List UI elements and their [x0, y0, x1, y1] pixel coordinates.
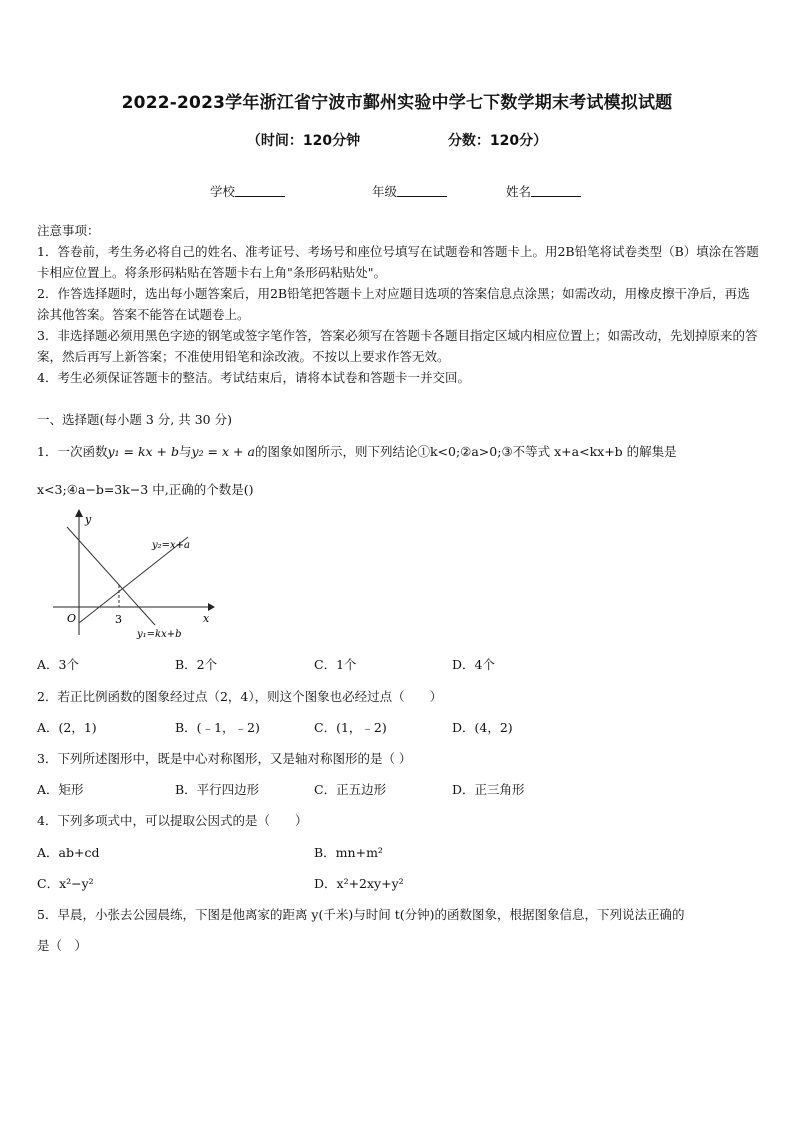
- question-1-line-2: x<3;④a−b=3k−3 中,正确的个数是(): [37, 482, 254, 497]
- line-y2-label: y₂=x+a: [152, 540, 191, 551]
- name-field: [506, 182, 581, 200]
- name-label: 姓名: [506, 184, 532, 199]
- section-heading: 一、选择题(每小题 3 分, 共 30 分): [37, 412, 232, 427]
- q3-option-d[interactable]: D．正三角形: [452, 782, 525, 797]
- question-5-line-1: 5．早晨，小张去公园晨练，下图是他离家的距离 y(千米)与时间 t(分钟)的函数图象，根据图象信息，下列说法正确的: [37, 907, 685, 922]
- origin-label: O: [67, 612, 77, 625]
- grade-field: [372, 182, 447, 200]
- notice-item: 1．答卷前，考生务必将自己的姓名、准考证号、考场号和座位号填写在试题卷和答题卡上。用2B铅笔将试卷类型（B）填涂在答题卡相应位置上。将条形码粘贴在答题卡右上角"条形码粘贴处"。: [37, 244, 759, 280]
- q2-option-c[interactable]: C．(1，﹣2): [314, 720, 387, 735]
- q2-option-d[interactable]: D．(4，2): [452, 720, 513, 735]
- school-label: 学校: [210, 184, 236, 199]
- equation-y2: y₂ = x + a: [191, 444, 255, 459]
- q4-option-a[interactable]: A．ab+cd: [37, 845, 100, 860]
- q4-option-b[interactable]: B．mn+m²: [314, 845, 383, 860]
- name-blank: [531, 184, 581, 197]
- y-axis-label: y: [85, 513, 92, 526]
- question-1-line-1: 1．一次函数y₁ = kx + b与y₂ = x + a的图象如图所示，则下列结论①k<0;②a>0;③不等式 x+a<kx+b 的解集是: [37, 444, 677, 459]
- q3-option-c[interactable]: C．正五边形: [314, 782, 387, 797]
- grade-label: 年级: [372, 184, 398, 199]
- notice-heading: 注意事项：: [37, 223, 100, 238]
- notice-item: 2．作答选择题时，选出每小题答案后，用2B铅笔把答题卡上对应题目选项的答案信息点涂黑；如需改动，用橡皮擦干净后，再选涂其他答案。答案不能答在试题卷上。: [37, 286, 750, 322]
- q4-option-d[interactable]: D．x²+2xy+y²: [314, 876, 404, 891]
- notice-item: 3．非选择题必须用黑色字迹的钢笔或签字笔作答，答案必须写在答题卡各题目指定区域内相应位置上；如需改动，先划掉原来的答案，然后再写上新答案；不准使用铅笔和涂改液。不按以上要求作答无效。: [37, 328, 758, 364]
- tick-label-3: 3: [115, 613, 122, 626]
- line-y1: [67, 527, 155, 625]
- school-blank: [235, 184, 285, 197]
- q1-option-a[interactable]: A．3个: [37, 657, 79, 672]
- x-axis-label: x: [203, 612, 210, 625]
- question-2: 2．若正比例函数的图象经过点（2，4），则这个图象也必经过点（ ）: [37, 689, 443, 704]
- q1-option-d[interactable]: D．4个: [452, 657, 495, 672]
- q2-option-b[interactable]: B．(﹣1，﹣2): [175, 720, 260, 735]
- question-3: 3．下列所述图形中，既是中心对称图形，又是轴对称图形的是（ ）: [37, 751, 412, 766]
- y-axis-arrow: [75, 509, 83, 517]
- q4-option-c[interactable]: C．x²−y²: [37, 876, 94, 891]
- equation-y1: y₁ = kx + b: [107, 444, 179, 459]
- q3-option-b[interactable]: B．平行四边形: [175, 782, 260, 797]
- notice-block: [37, 220, 759, 388]
- notice-item: 4．考生必须保证答题卡的整洁。考试结束后，请将本试卷和答题卡一并交回。: [37, 370, 470, 385]
- exam-time-score: （时间：120分钟 分数：120分）: [246, 133, 548, 149]
- question-5-line-2: 是（ ）: [37, 938, 88, 953]
- x-axis-arrow: [208, 603, 215, 611]
- school-field: [210, 182, 285, 200]
- q1-option-b[interactable]: B．2个: [175, 657, 218, 672]
- function-graph: [45, 505, 225, 647]
- page-title: 2022-2023学年浙江省宁波市鄞州实验中学七下数学期末考试模拟试题: [121, 93, 673, 113]
- grade-blank: [397, 184, 447, 197]
- question-4: 4．下列多项式中，可以提取公因式的是（ ）: [37, 813, 308, 828]
- q3-option-a[interactable]: A．矩形: [37, 782, 84, 797]
- q1-option-c[interactable]: C．1个: [314, 657, 357, 672]
- q2-option-a[interactable]: A．(2，1): [37, 720, 97, 735]
- line-y1-label: y₁=kx+b: [137, 629, 182, 640]
